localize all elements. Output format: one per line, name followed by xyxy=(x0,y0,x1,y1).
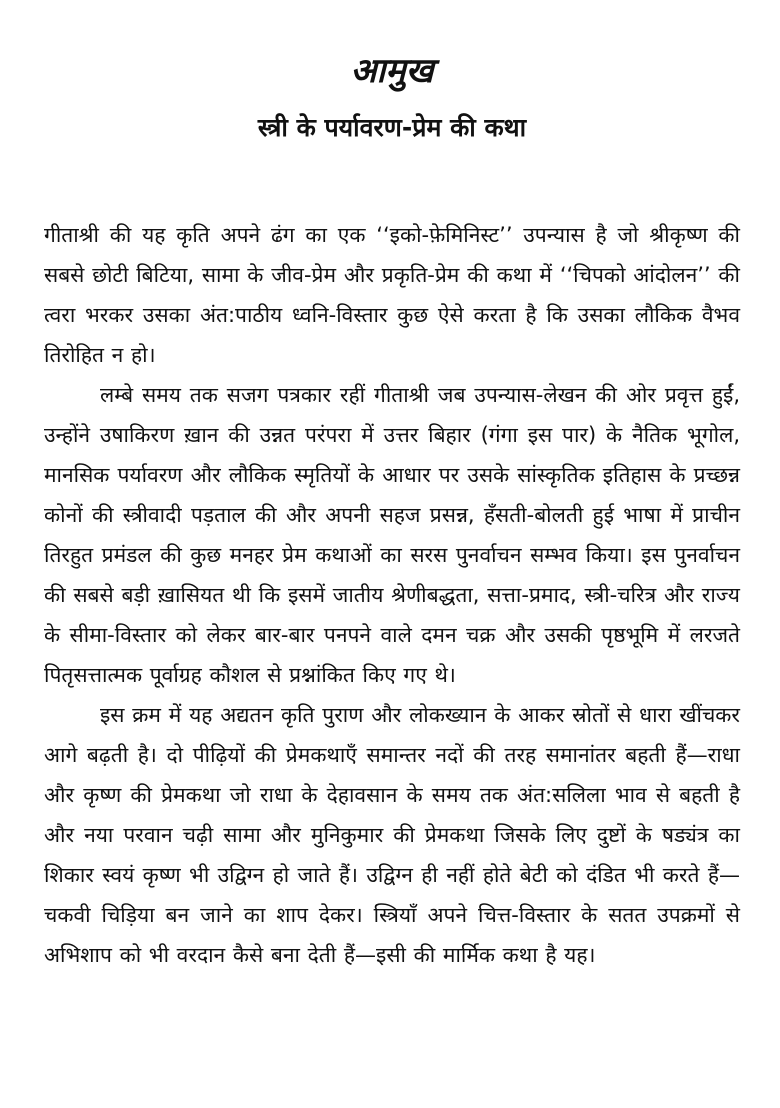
body-text xyxy=(44,215,740,975)
page-title: आमुख xyxy=(350,51,434,91)
paragraph-3: इस क्रम में यह अद्यतन कृति पुराण और लोकख्यान के आकर स्रोतों से धारा खींचकर आगे बढ़ती है। दो पीढ़ियों की प्रेमकथाएँ समान्तर नदों की तरह समानांतर बहती हैं—राधा और कृष्ण की प्रेमकथा जो राधा के देहावसान के समय तक अंत:सलिला भाव से बहती है और नया परवान चढ़ी सामा और मुनिकुमार की प्रेमकथा जिसके लिए दुष्टों के षड्यंत्र का शिकार स्वयं कृष्ण भी उद्विग्न हो जाते हैं। उद्विग्न ही नहीं होते बेटी को दंडित भी करते हैं—चकवी चिड़िया बन जाने का शाप देकर। स्त्रियाँ अपने चित्त-विस्तार के सतत उपक्रमों से अभिशाप को भी वरदान कैसे बना देती हैं—इसी की मार्मिक कथा है यह। xyxy=(44,703,740,967)
page-subtitle: स्त्री के पर्यावरण-प्रेम की कथा xyxy=(257,113,527,142)
paragraph-1: गीताश्री की यह कृति अपने ढंग का एक ‘‘इको-फ़ेमिनिस्ट’’ उपन्यास है जो श्रीकृष्ण की सबसे छोटी बिटिया, सामा के जीव-प्रेम और प्रकृति-प्रेम की कथा में ‘‘चिपको आंदोलन’’ की त्वरा भरकर उसका अंत:पाठीय ध्वनि-विस्तार कुछ ऐसे करता है कि उसका लौकिक वैभव तिरोहित न हो। xyxy=(44,223,740,367)
paragraph-2: लम्बे समय तक सजग पत्रकार रहीं गीताश्री जब उपन्यास-लेखन की ओर प्रवृत्त हुईं, उन्होंने उषाकिरण ख़ान की उन्नत परंपरा में उत्तर बिहार (गंगा इस पार) के नैतिक भूगोल, मानसिक पर्यावरण और लौकिक स्मृतियों के आधार पर उसके सांस्कृतिक इतिहास के प्रच्छन्न कोनों की स्त्रीवादी पड़ताल की और अपनी सहज प्रसन्न, हँसती-बोलती हुई भाषा में प्राचीन तिरहुत प्रमंडल की कुछ मनहर प्रेम कथाओं का सरस पुनर्वाचन सम्भव किया। इस पुनर्वाचन की सबसे बड़ी ख़ासियत थी कि इसमें जातीय श्रेणीबद्धता, सत्ता-प्रमाद, स्त्री-चरित्र और राज्य के सीमा-विस्तार को लेकर बार-बार पनपने वाले दमन चक्र और उसकी पृष्ठभूमि में लरजते पितृसत्तात्मक पूर्वाग्रह कौशल से प्रश्नांकित किए गए थे। xyxy=(44,383,740,687)
